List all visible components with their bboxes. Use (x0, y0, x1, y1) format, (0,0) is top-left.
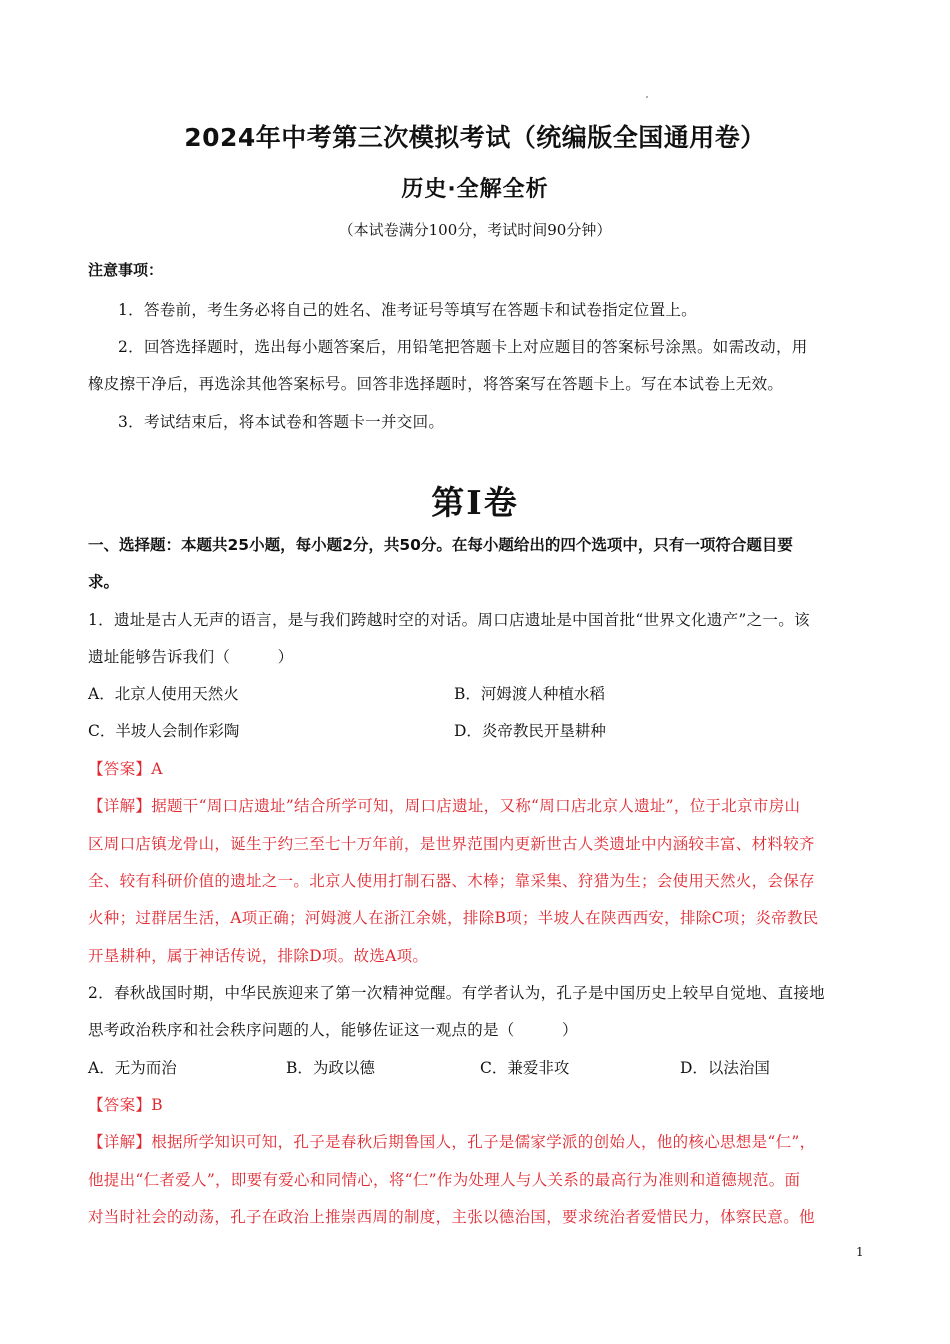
q2-stem-line-1: 2．春秋战国时期，中华民族迎来了第一次精神觉醒。有学者认为，孔子是中国历史上较早自觉地、直接地 (88, 984, 825, 1002)
q2-option-c: C．兼爱非攻 (480, 1059, 570, 1077)
q1-stem-line-1: 1．遗址是古人无声的语言，是与我们跨越时空的对话。周口店遗址是中国首批“世界文化遗产”之一。该 (88, 611, 810, 629)
q1-explanation-line-2: 区周口店镇龙骨山，诞生于约三至七十万年前，是世界范围内更新世古人类遗址中内涵较丰富、材料较齐 (88, 835, 815, 853)
q1-option-a: A．北京人使用天然火 (88, 685, 239, 703)
q2-explanation-line-1: 【详解】根据所学知识可知，孔子是春秋后期鲁国人，孔子是儒家学派的创始人，他的核心思想是“仁”， (88, 1133, 816, 1151)
q1-option-b: B．河姆渡人种植水稻 (454, 685, 605, 703)
q1-option-c: C．半坡人会制作彩陶 (88, 722, 240, 740)
notice-item-1: 1．答卷前，考生务必将自己的姓名、准考证号等填写在答题卡和试卷指定位置上。 (118, 301, 697, 319)
section-heading-line-2: 求。 (88, 573, 120, 591)
exam-title: 2024年中考第三次模拟考试（统编版全国通用卷） (184, 123, 766, 152)
q2-answer: 【答案】B (88, 1096, 163, 1114)
notice-item-2-line-1: 2．回答选择题时，选出每小题答案后，用铅笔把答题卡上对应题目的答案标号涂黑。如需改动，用 (118, 338, 808, 356)
q2-option-a: A．无为而治 (88, 1059, 177, 1077)
notice-item-3: 3．考试结束后，将本试卷和答题卡一并交回。 (118, 413, 445, 431)
q1-answer: 【答案】A (88, 760, 163, 778)
q2-explanation-line-3: 对当时社会的动荡，孔子在政治上推崇西周的制度，主张以德治国，要求统治者爱惜民力，体察民意。他 (88, 1208, 815, 1226)
page-number: 1 (856, 1245, 864, 1259)
notice-item-2-line-2: 橡皮擦干净后，再选涂其他答案标号。回答非选择题时，将答案写在答题卡上。写在本试卷上无效。 (88, 375, 784, 393)
exam-subtitle: 历史·全解全析 (401, 177, 549, 202)
q2-option-b: B．为政以德 (286, 1059, 375, 1077)
score-note: （本试卷满分100分，考试时间90分钟） (338, 221, 612, 239)
part-title: 第Ⅰ卷 (431, 483, 519, 522)
q1-explanation-line-3: 全、较有科研价值的遗址之一。北京人使用打制石器、木棒；靠采集、狩猎为生；会使用天然火，会保存 (88, 872, 815, 890)
q1-stem-line-2: 遗址能够告诉我们（ ） (88, 648, 294, 666)
section-heading-line-1: 一、选择题：本题共25小题，每小题2分，共50分。在每小题给出的四个选项中，只有一项符合题目要 (88, 536, 793, 554)
q1-explanation-line-5: 开垦耕种，属于神话传说，排除D项。故选A项。 (88, 947, 429, 965)
q1-explanation-line-1: 【详解】据题干“周口店遗址”结合所学可知，周口店遗址，又称“周口店北京人遗址”，位于北京市房山 (88, 797, 801, 815)
q2-option-d: D．以法治国 (680, 1059, 770, 1077)
q2-stem-line-2: 思考政治秩序和社会秩序问题的人，能够佐证这一观点的是（ ） (88, 1021, 578, 1039)
q1-option-d: D．炎帝教民开垦耕种 (454, 722, 606, 740)
q2-explanation-line-2: 他提出“仁者爱人”，即要有爱心和同情心，将“仁”作为处理人与人关系的最高行为准则和道德规范。面 (88, 1171, 801, 1189)
notice-heading: 注意事项： (88, 261, 164, 279)
scan-dot (646, 96, 648, 98)
q1-explanation-line-4: 火种；过群居生活，A项正确；河姆渡人在浙江余姚，排除B项；半坡人在陕西西安，排除C项；炎帝教民 (88, 909, 819, 927)
